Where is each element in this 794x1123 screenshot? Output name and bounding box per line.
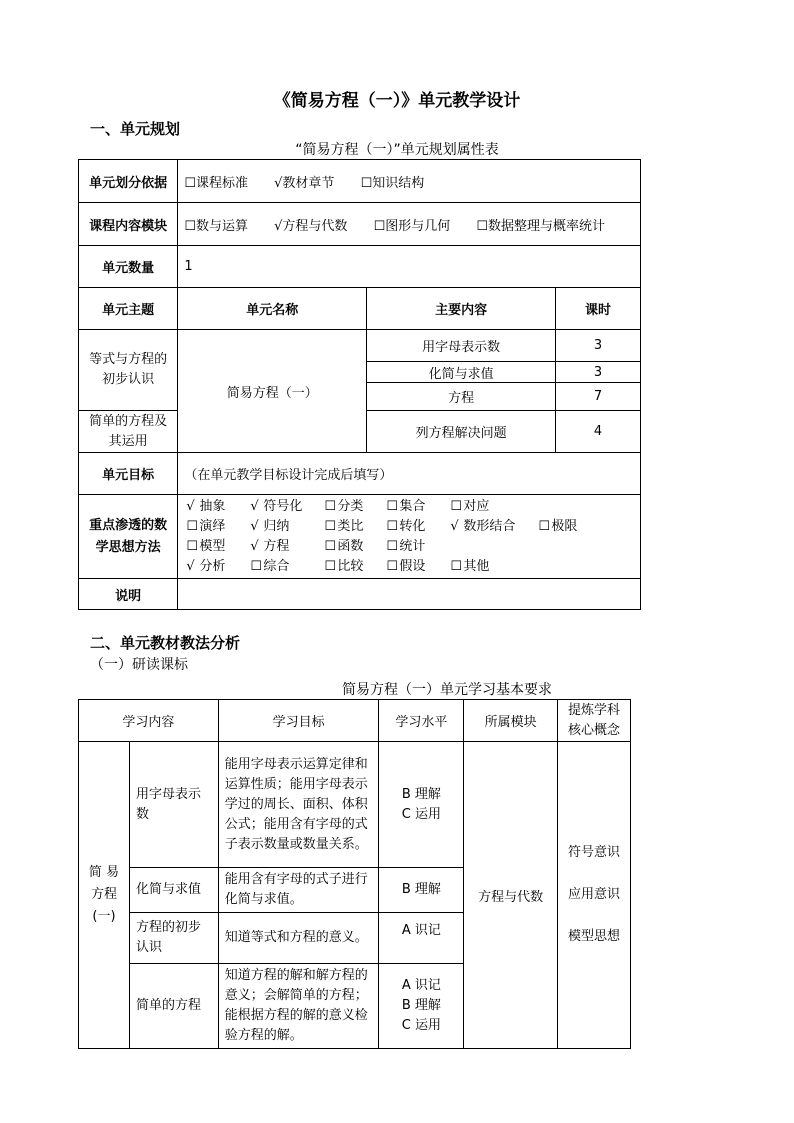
method-option: ☐极限 bbox=[538, 518, 578, 534]
method-option: √ 符号化 bbox=[250, 498, 303, 514]
hours-header: 课时 bbox=[556, 288, 641, 330]
basis-label: 单元划分依据 bbox=[79, 160, 178, 203]
topic-cell: 方程的初步认识 bbox=[129, 913, 218, 964]
option-textbook-chapter: √教材章节 bbox=[274, 175, 335, 191]
option-statistics: ☐数据整理与概率统计 bbox=[476, 218, 606, 234]
level-cell: A 识记 B 理解 C 运用 bbox=[379, 964, 464, 1049]
concept-item: 应用意识 bbox=[568, 887, 621, 902]
level-cell: B 理解 bbox=[379, 868, 464, 913]
goal-value: （在单元教学目标设计完成后填写） bbox=[178, 453, 641, 495]
module-header: 所属模块 bbox=[464, 700, 558, 742]
hours-cell: 4 bbox=[556, 411, 641, 453]
topic-cell: 化简与求值 bbox=[129, 868, 218, 913]
method-option: ☐模型 bbox=[186, 538, 226, 554]
method-option: ☐综合 bbox=[250, 558, 290, 574]
level-cell: B 理解 C 运用 bbox=[379, 742, 464, 868]
note-value bbox=[178, 579, 641, 610]
content-header: 学习内容 bbox=[79, 700, 219, 742]
count-value: 1 bbox=[178, 246, 641, 288]
goal-header: 学习目标 bbox=[218, 700, 379, 742]
content-cell: 列方程解决问题 bbox=[367, 411, 556, 453]
method-option: ☐统计 bbox=[386, 538, 426, 554]
method-option: √ 抽象 bbox=[186, 498, 226, 514]
method-option: ☐比较 bbox=[324, 558, 364, 574]
basis-options bbox=[178, 160, 641, 203]
goal-cell: 知道等式和方程的意义。 bbox=[218, 913, 379, 964]
option-curriculum-standard: ☐课程标准 bbox=[184, 175, 248, 191]
option-equation-algebra: √方程与代数 bbox=[274, 218, 348, 234]
table-2-caption: 简易方程（一）单元学习基本要求 bbox=[342, 682, 552, 698]
note-label: 说明 bbox=[79, 579, 178, 610]
topic-cell: 用字母表示数 bbox=[129, 742, 218, 868]
goal-label: 单元目标 bbox=[79, 453, 178, 495]
module-cell: 方程与代数 bbox=[464, 742, 558, 1049]
option-knowledge-structure: ☐知识结构 bbox=[360, 175, 425, 191]
unit-name-cell: 简易方程（一） bbox=[178, 330, 367, 453]
methods-label: 重点渗透的数学思想方法 bbox=[79, 495, 178, 579]
theme-cell: 等式与方程的初步认识 bbox=[79, 330, 178, 411]
option-number-operation: ☐数与运算 bbox=[184, 218, 248, 234]
method-option bbox=[450, 538, 538, 556]
goal-cell: 知道方程的解和解方程的意义；会解简单的方程；能根据方程的解的意义检验方程的解。 bbox=[218, 964, 379, 1049]
method-option: ☐分类 bbox=[324, 498, 364, 514]
method-option: √ 方程 bbox=[250, 538, 290, 554]
method-option: √ 分析 bbox=[186, 558, 226, 574]
hours-cell: 3 bbox=[556, 362, 641, 383]
hours-cell: 7 bbox=[556, 383, 641, 411]
method-option: ☐对应 bbox=[450, 498, 490, 514]
unit-planning-table bbox=[78, 159, 641, 610]
document-title: 《简易方程（一）》单元教学设计 bbox=[273, 91, 521, 111]
concept-item: 模型思想 bbox=[568, 929, 621, 944]
concept-header: 提炼学科核心概念 bbox=[558, 700, 631, 742]
method-option: ☐假设 bbox=[386, 558, 426, 574]
method-option bbox=[538, 538, 598, 556]
goal-cell: 能用字母表示运算定律和运算性质；能用字母表示学过的周长、面积、体积公式；能用含有字母的式子表示数量或数量关系。 bbox=[218, 742, 379, 868]
goal-cell: 能用含有字母的式子进行化简与求值。 bbox=[218, 868, 379, 913]
count-label: 单元数量 bbox=[79, 246, 178, 288]
unit-cell: 简 易方程(一) bbox=[79, 742, 130, 1049]
table-1-caption: “简易方程（一）”单元规划属性表 bbox=[295, 142, 499, 158]
concept-item: 符号意识 bbox=[568, 845, 621, 860]
content-cell: 用字母表示数 bbox=[367, 330, 556, 362]
method-option: ☐集合 bbox=[386, 498, 426, 514]
content-header: 主要内容 bbox=[367, 288, 556, 330]
unit-name-header: 单元名称 bbox=[178, 288, 367, 330]
module-options bbox=[178, 203, 641, 246]
content-cell: 化简与求值 bbox=[367, 362, 556, 383]
method-option: √ 归纳 bbox=[250, 518, 290, 534]
level-cell: A 识记 bbox=[379, 913, 464, 964]
section-2-heading: 二、单元教材教法分析 bbox=[90, 634, 241, 652]
method-option: ☐类比 bbox=[324, 518, 364, 534]
method-option: ☐其他 bbox=[450, 558, 490, 574]
method-option: ☐演绎 bbox=[186, 518, 226, 534]
section-1-heading: 一、单元规划 bbox=[90, 120, 181, 138]
methods-grid bbox=[186, 498, 632, 576]
section-2-subheading: （一）研读课标 bbox=[90, 657, 188, 673]
level-header: 学习水平 bbox=[379, 700, 464, 742]
topic-cell: 简单的方程 bbox=[129, 964, 218, 1049]
learning-requirements-table bbox=[78, 699, 631, 1049]
methods-options bbox=[178, 495, 641, 579]
hours-cell: 3 bbox=[556, 330, 641, 362]
content-cell: 方程 bbox=[367, 383, 556, 411]
method-option: √ 数形结合 bbox=[450, 518, 516, 534]
theme-cell: 简单的方程及其运用 bbox=[79, 411, 178, 453]
method-option bbox=[538, 558, 598, 576]
module-label: 课程内容模块 bbox=[79, 203, 178, 246]
method-option bbox=[538, 498, 598, 516]
method-option: ☐函数 bbox=[324, 538, 364, 554]
method-option: ☐转化 bbox=[386, 518, 426, 534]
concept-cell bbox=[558, 742, 631, 1049]
theme-header: 单元主题 bbox=[79, 288, 178, 330]
option-geometry: ☐图形与几何 bbox=[373, 218, 451, 234]
